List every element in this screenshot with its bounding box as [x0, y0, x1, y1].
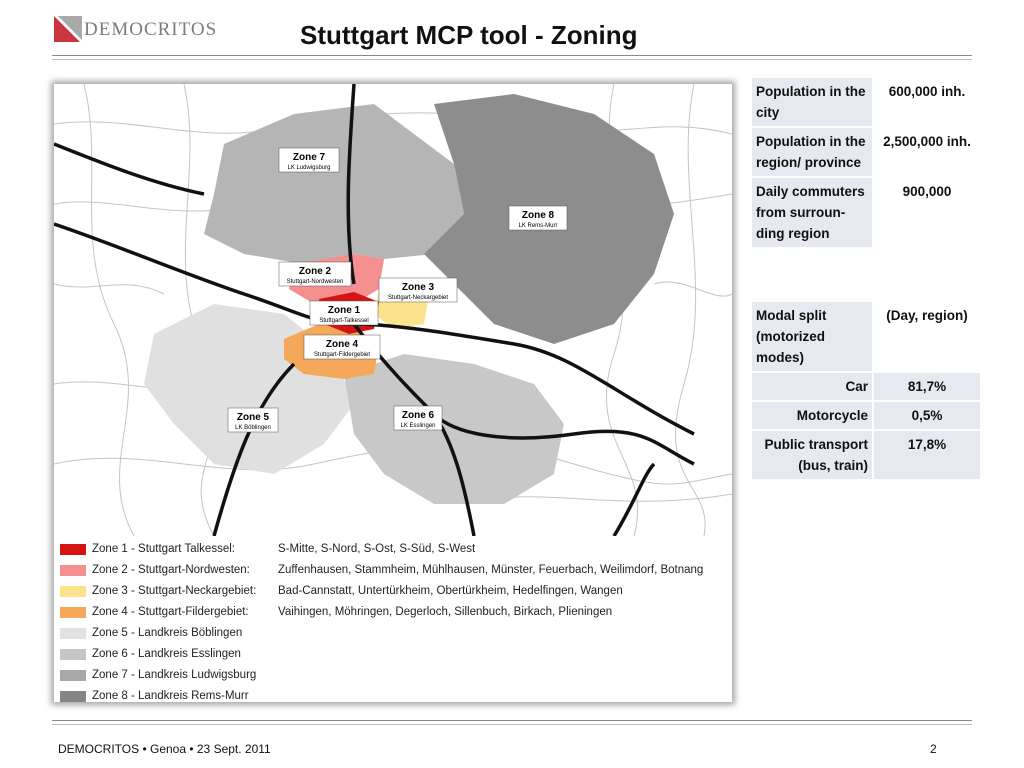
- legend-name: Zone 5 - Landkreis Böblingen: [92, 627, 243, 639]
- table-row: [751, 372, 981, 401]
- footer-text: DEMOCRITOS • Genoa • 23 Sept. 2011: [58, 742, 271, 756]
- legend-swatch: [60, 628, 86, 639]
- legend-name: Zone 4 - Stuttgart-Fildergebiet:: [92, 606, 249, 618]
- svg-text:LK Rems-Murr: LK Rems-Murr: [518, 223, 558, 229]
- legend-name: Zone 2 - Stuttgart-Nordwesten:: [92, 564, 250, 576]
- table-cell-value: 600,000 inh.: [873, 77, 981, 127]
- zone6-label: [394, 406, 442, 430]
- zoning-map: [54, 84, 732, 702]
- legend-desc: Bad-Cannstatt, Untertürkheim, Obertürkheim, Hedelfingen, Wangen: [278, 585, 623, 597]
- svg-text:Stuttgart-Nordwesten: Stuttgart-Nordwesten: [286, 279, 344, 285]
- legend-swatch: [60, 691, 86, 702]
- table-cell-value: 81,7%: [873, 372, 981, 401]
- table-cell-value: 900,000: [873, 177, 981, 248]
- legend-swatch: [60, 586, 86, 597]
- population-table: [750, 76, 982, 249]
- svg-text:Stuttgart-Fildergebiet: Stuttgart-Fildergebiet: [313, 352, 371, 358]
- map-image: [54, 84, 732, 536]
- table-row: [751, 401, 981, 430]
- table-header-value: (Day, region): [873, 301, 981, 372]
- bottom-divider: [52, 720, 972, 725]
- zone1-label: [310, 301, 378, 325]
- svg-text:Zone 1: Zone 1: [327, 305, 361, 316]
- zone2-label: [279, 262, 351, 286]
- svg-text:LK Esslingen: LK Esslingen: [400, 423, 436, 429]
- table-cell-label: Population in the city: [751, 77, 873, 127]
- table-row: [751, 77, 981, 127]
- table-cell-label: Car: [751, 372, 873, 401]
- table-header-row: [751, 301, 981, 372]
- legend-swatch: [60, 670, 86, 681]
- svg-text:Zone 3: Zone 3: [401, 282, 435, 293]
- svg-text:Stuttgart-Neckargebiet: Stuttgart-Neckargebiet: [387, 295, 449, 301]
- legend-name: Zone 7 - Landkreis Ludwigsburg: [92, 669, 257, 681]
- table-row: [751, 430, 981, 480]
- page-number: 2: [930, 742, 937, 756]
- table-row: [751, 127, 981, 177]
- page-title: Stuttgart MCP tool - Zoning: [300, 20, 638, 50]
- legend-name: Zone 1 - Stuttgart Talkessel:: [92, 543, 235, 555]
- legend-swatch: [60, 649, 86, 660]
- legend-swatch: [60, 565, 86, 576]
- zone3-label: [379, 278, 457, 302]
- legend-desc: S-Mitte, S-Nord, S-Ost, S-Süd, S-West: [278, 543, 476, 555]
- svg-text:LK Böblingen: LK Böblingen: [235, 425, 271, 431]
- logo-text: DEMOCRITOS: [84, 19, 218, 40]
- zone4-label: [304, 335, 380, 359]
- table-cell-value: 17,8%: [873, 430, 981, 480]
- legend-name: Zone 6 - Landkreis Esslingen: [92, 648, 241, 660]
- legend-swatch: [60, 607, 86, 618]
- table-cell-value: 0,5%: [873, 401, 981, 430]
- svg-text:Zone 7: Zone 7: [292, 152, 326, 163]
- svg-text:Zone 8: Zone 8: [521, 210, 555, 221]
- zone5-label: [228, 408, 278, 432]
- table-cell-value: 2,500,000 inh.: [873, 127, 981, 177]
- table-cell-label: Motorcycle: [751, 401, 873, 430]
- svg-text:LK Ludwigsburg: LK Ludwigsburg: [287, 165, 331, 171]
- table-cell-label: Population in the region/ province: [751, 127, 873, 177]
- map-legend: [54, 536, 732, 702]
- legend-desc: Vaihingen, Möhringen, Degerloch, Sillenbuch, Birkach, Plieningen: [278, 606, 613, 618]
- legend-swatch: [60, 544, 86, 555]
- modal-split-table: [750, 300, 982, 481]
- legend-name: Zone 8 - Landkreis Rems-Murr: [92, 690, 249, 702]
- legend-desc: Zuffenhausen, Stammheim, Mühlhausen, Münster, Feuerbach, Weilimdorf, Botnang: [278, 564, 704, 576]
- table-cell-label: Daily commuters from surroun-ding region: [751, 177, 873, 248]
- zone8-label: [509, 206, 567, 230]
- table-cell-label: Public transport (bus, train): [751, 430, 873, 480]
- table-row: [751, 177, 981, 248]
- legend-name: Zone 3 - Stuttgart-Neckargebiet:: [92, 585, 257, 597]
- top-divider: [52, 55, 972, 60]
- svg-text:Zone 5: Zone 5: [236, 412, 270, 423]
- table-header-label: Modal split (motorized modes): [751, 301, 873, 372]
- svg-text:Zone 6: Zone 6: [401, 410, 435, 421]
- zone7-label: [279, 148, 339, 172]
- svg-text:Zone 4: Zone 4: [325, 339, 359, 350]
- svg-text:Stuttgart-Talkessel: Stuttgart-Talkessel: [319, 318, 369, 324]
- svg-text:Zone 2: Zone 2: [298, 266, 332, 277]
